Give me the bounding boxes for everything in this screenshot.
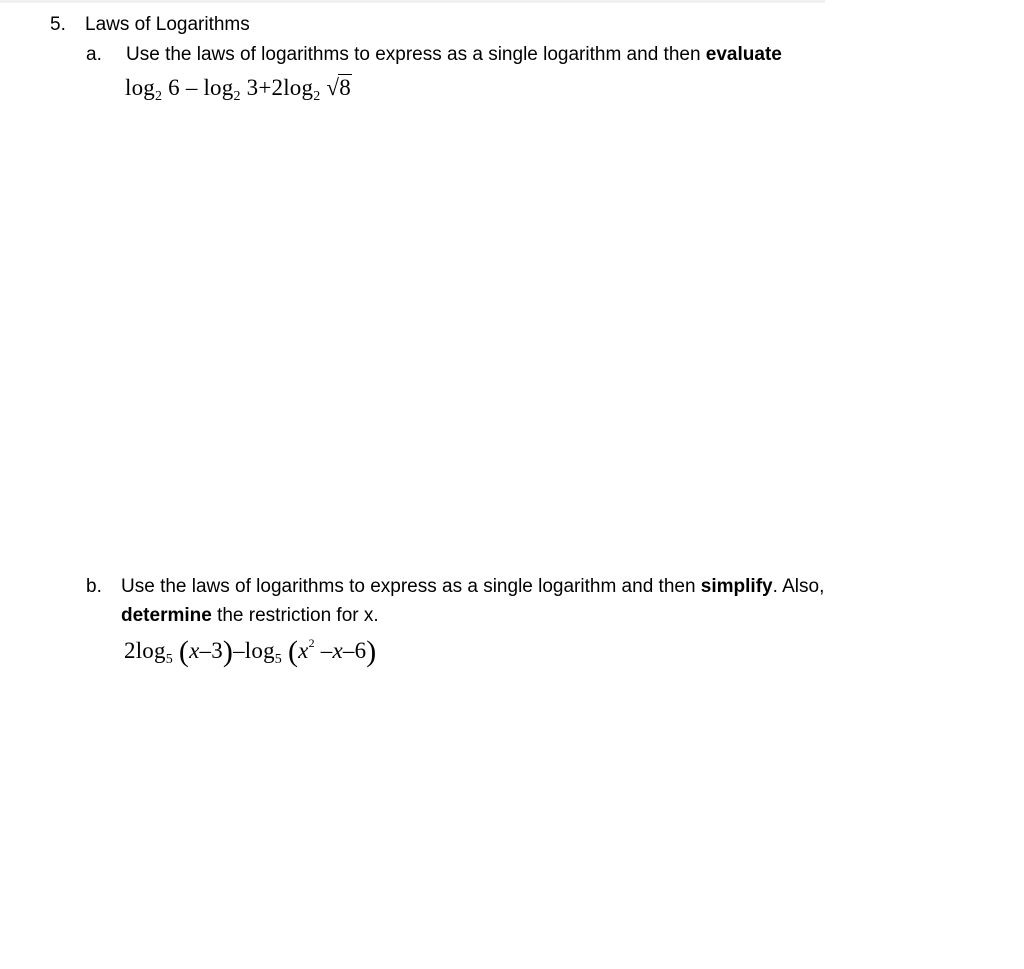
left-paren: (: [287, 635, 299, 668]
page-top-rule: [0, 0, 825, 3]
radical-sign: √: [326, 75, 340, 100]
left-paren: (: [178, 635, 190, 668]
part-a-instruction: [126, 44, 782, 66]
plus-operator: +: [258, 75, 272, 100]
log-base: 5: [165, 652, 173, 667]
log-base: 2: [155, 89, 163, 104]
right-paren: ): [366, 635, 377, 668]
log-word: log: [283, 75, 314, 100]
question-number: 5.: [50, 14, 66, 35]
part-b-expression: [124, 635, 376, 669]
part-a-expression: [125, 75, 352, 104]
minus-operator: –: [185, 75, 198, 100]
square-root: [326, 75, 352, 101]
log-argument: 6: [168, 75, 180, 100]
log-argument: 3: [246, 75, 259, 100]
coefficient: 2: [271, 75, 284, 100]
log-word: log: [135, 638, 166, 663]
log-word: log: [203, 75, 234, 100]
exponent: 2: [308, 636, 315, 650]
part-b-instruction-text: . Also,: [772, 576, 825, 597]
part-b-instruction-line1: [121, 576, 824, 598]
log-base: 2: [233, 89, 241, 104]
part-b-label: b.: [86, 576, 102, 597]
radicand: 8: [339, 75, 351, 100]
minus-operator: –: [320, 638, 333, 663]
part-a-label: a.: [86, 44, 102, 65]
part-b-emphasis-determine: determine: [121, 605, 212, 626]
question-title: Laws of Logarithms: [85, 14, 250, 35]
log-base: 2: [313, 89, 321, 104]
log-base: 5: [274, 652, 282, 667]
log-word: log: [244, 638, 275, 663]
log-word: log: [125, 75, 155, 100]
right-paren: ): [222, 635, 234, 668]
minus-operator: –: [199, 638, 212, 663]
variable-x: x: [189, 638, 200, 663]
minus-operator: –: [233, 638, 245, 663]
constant: 3: [211, 638, 223, 663]
constant: 6: [354, 638, 367, 663]
variable-x: x: [332, 638, 343, 663]
minus-operator: –: [342, 638, 355, 663]
part-a-instruction-text: Use the laws of logarithms to express as a single logarithm and then: [126, 44, 706, 65]
part-a-emphasis: evaluate: [705, 44, 782, 65]
coefficient: 2: [124, 638, 136, 663]
variable-x: x: [298, 638, 309, 663]
part-b-instruction-text: the restriction for x.: [211, 605, 379, 626]
part-b-instruction-text: Use the laws of logarithms to express as a single logarithm and then: [121, 576, 701, 597]
part-b-instruction-line2: [121, 605, 379, 627]
part-b-emphasis-simplify: simplify: [700, 576, 773, 597]
